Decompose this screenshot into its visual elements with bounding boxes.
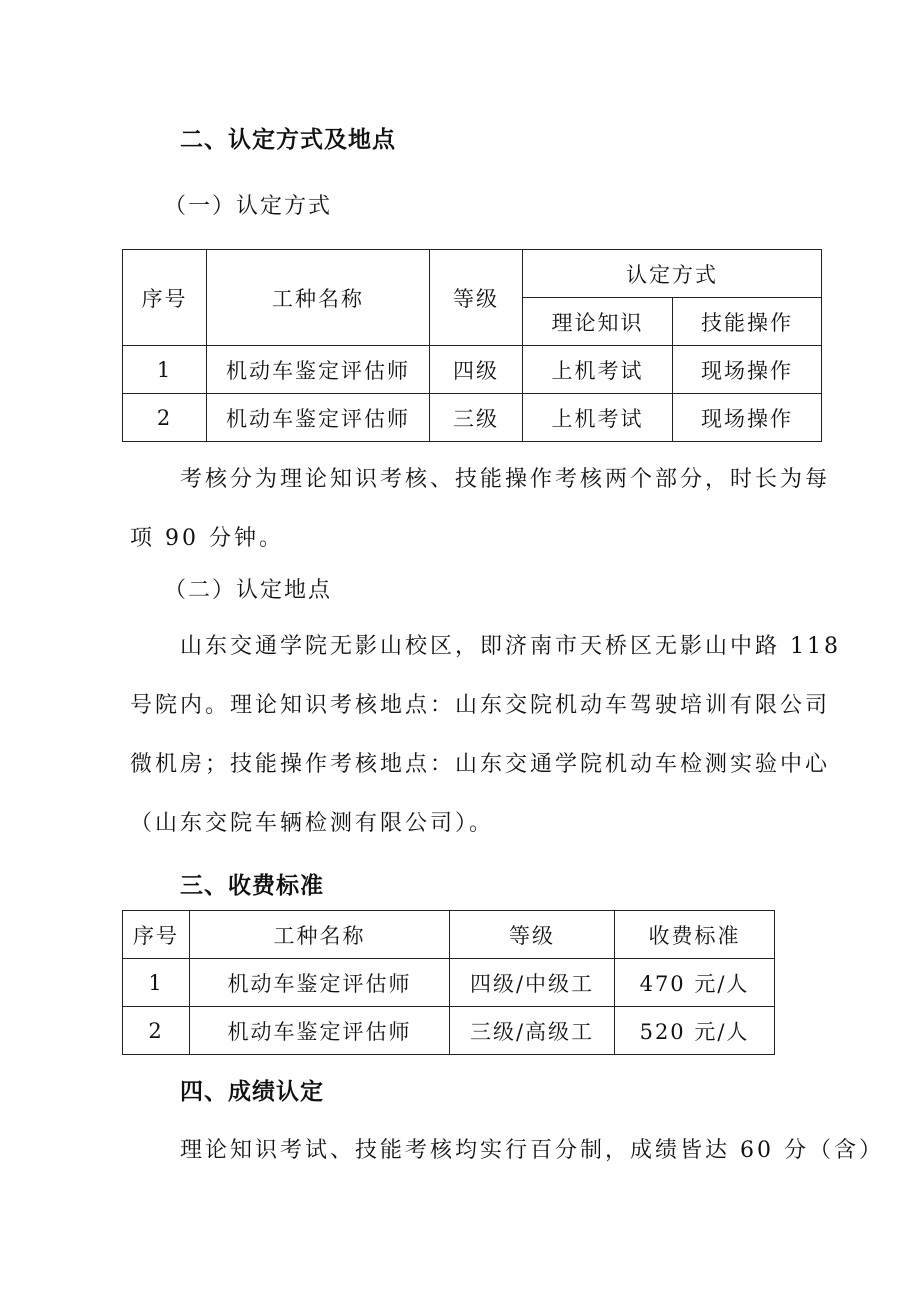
paragraph-location-line2: 号院内。理论知识考核地点：山东交院机动车驾驶培训有限公司 bbox=[130, 693, 831, 718]
cell-level: 三级 bbox=[430, 394, 523, 442]
cell-skill: 现场操作 bbox=[673, 394, 822, 442]
cell-fee: 520 元/人 bbox=[615, 1007, 775, 1055]
table-row bbox=[123, 346, 822, 394]
paragraph-duration-line1: 考核分为理论知识考核、技能操作考核两个部分，时长为每 bbox=[180, 467, 831, 492]
subheading-location: （二）认定地点 bbox=[164, 578, 333, 603]
cell-no: 1 bbox=[123, 959, 190, 1007]
header-skill: 技能操作 bbox=[673, 298, 822, 346]
cell-level: 四级 bbox=[430, 346, 523, 394]
cell-no: 1 bbox=[123, 346, 207, 394]
cell-name: 机动车鉴定评估师 bbox=[190, 959, 450, 1007]
cell-no: 2 bbox=[123, 394, 207, 442]
header-no: 序号 bbox=[123, 250, 207, 346]
method-table bbox=[122, 249, 822, 442]
cell-no: 2 bbox=[123, 1007, 190, 1055]
paragraph-duration-line2: 项 90 分钟。 bbox=[130, 526, 284, 551]
cell-skill: 现场操作 bbox=[673, 346, 822, 394]
cell-name: 机动车鉴定评估师 bbox=[207, 394, 430, 442]
cell-name: 机动车鉴定评估师 bbox=[190, 1007, 450, 1055]
header-level: 等级 bbox=[430, 250, 523, 346]
cell-theory: 上机考试 bbox=[523, 394, 673, 442]
fee-table bbox=[122, 910, 775, 1055]
table-row bbox=[123, 959, 775, 1007]
header-fee: 收费标准 bbox=[615, 911, 775, 959]
table-row bbox=[123, 394, 822, 442]
header-name: 工种名称 bbox=[207, 250, 430, 346]
paragraph-location-line1: 山东交通学院无影山校区，即济南市天桥区无影山中路 118 bbox=[180, 634, 841, 659]
paragraph-score-line1: 理论知识考试、技能考核均实行百分制，成绩皆达 60 分（含） bbox=[180, 1138, 884, 1163]
cell-name: 机动车鉴定评估师 bbox=[207, 346, 430, 394]
paragraph-location-line3: 微机房；技能操作考核地点：山东交通学院机动车检测实验中心 bbox=[130, 752, 831, 777]
header-level: 等级 bbox=[450, 911, 615, 959]
cell-fee: 470 元/人 bbox=[615, 959, 775, 1007]
subheading-method: （一）认定方式 bbox=[164, 194, 333, 219]
cell-theory: 上机考试 bbox=[523, 346, 673, 394]
section-heading-2: 二、认定方式及地点 bbox=[180, 127, 396, 153]
cell-level: 三级/高级工 bbox=[450, 1007, 615, 1055]
section-heading-3: 三、收费标准 bbox=[180, 873, 324, 899]
header-theory: 理论知识 bbox=[523, 298, 673, 346]
cell-level: 四级/中级工 bbox=[450, 959, 615, 1007]
table-row bbox=[123, 1007, 775, 1055]
paragraph-location-line4: （山东交院车辆检测有限公司）。 bbox=[130, 811, 495, 836]
section-heading-4: 四、成绩认定 bbox=[180, 1079, 324, 1105]
header-method: 认定方式 bbox=[523, 250, 822, 298]
header-no: 序号 bbox=[123, 911, 190, 959]
header-name: 工种名称 bbox=[190, 911, 450, 959]
